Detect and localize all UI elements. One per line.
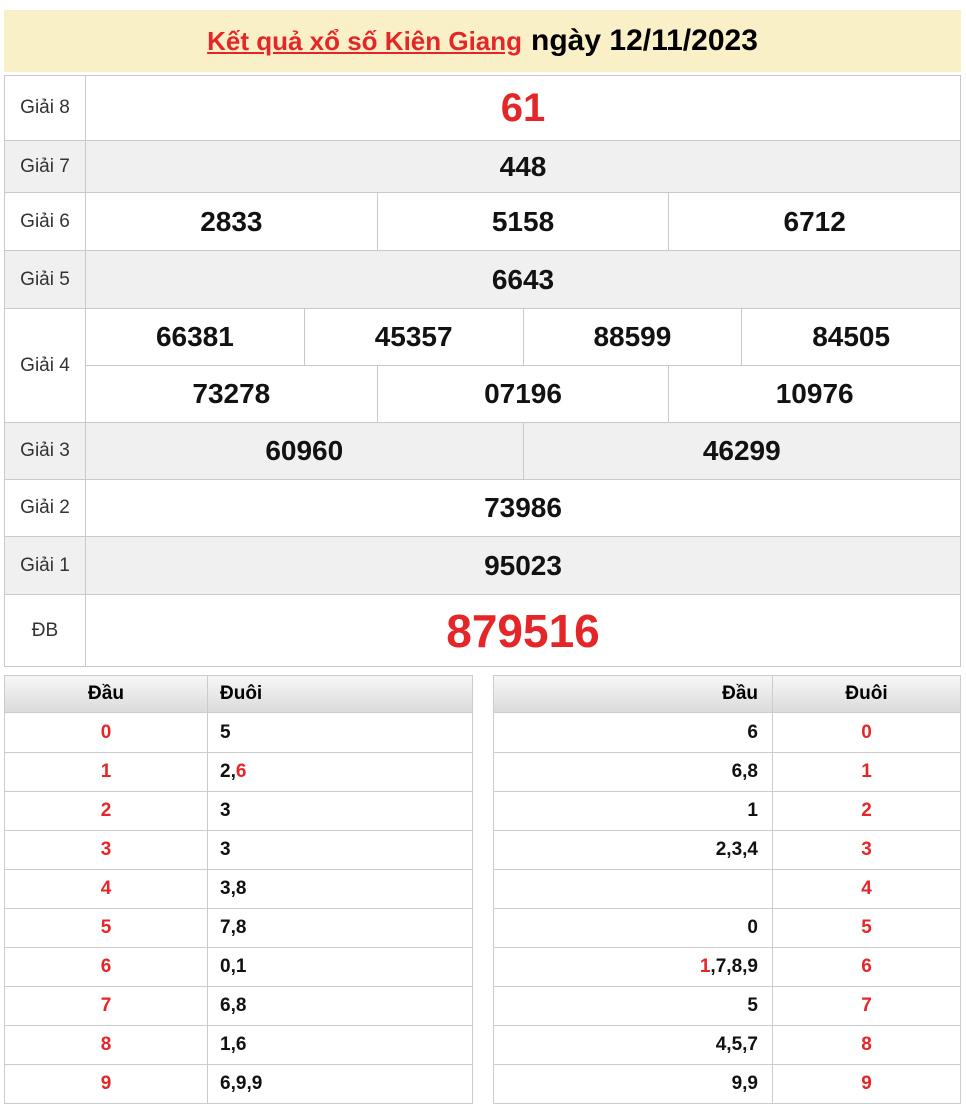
prize-number: 84505 <box>741 309 960 365</box>
prize-table <box>4 75 961 667</box>
prize-label: Giải 2 <box>5 480 86 536</box>
head-tail-row <box>5 908 472 947</box>
prize-number: 6643 <box>491 263 555 295</box>
tail-digit: 8 <box>861 1034 872 1055</box>
head-tail-section <box>4 675 961 1104</box>
prize-values <box>86 423 960 479</box>
prize-number: 73278 <box>192 378 271 409</box>
tail-digits: 7 , 8 <box>220 917 247 938</box>
head-digits: 2 , 3 , 4 <box>494 831 773 869</box>
head-digit: 3 <box>5 831 208 869</box>
tail-digit: 9 <box>861 1073 872 1094</box>
prize-number: 10976 <box>668 366 960 422</box>
head-tail-row <box>494 986 960 1025</box>
prize-row <box>5 479 960 536</box>
column-header-dau: Đầu <box>494 676 773 712</box>
tail-digits: 0 , 1 <box>220 956 247 977</box>
prize-row <box>5 140 960 192</box>
head-tail-row <box>494 1064 960 1103</box>
prize-values <box>86 595 960 666</box>
head-tail-row <box>5 986 472 1025</box>
head-tail-row <box>494 752 960 791</box>
head-tail-left-header <box>5 676 472 713</box>
prize-values <box>86 76 960 140</box>
head-digits: 9 , 9 <box>494 1065 773 1103</box>
head-digits: 1 , 7 , 8 , 9 <box>494 948 773 986</box>
head-digit: 1 <box>5 753 208 791</box>
column-header-dau: Đầu <box>5 676 208 712</box>
head-tail-table-left <box>4 675 473 1104</box>
head-tail-row <box>5 791 472 830</box>
head-tail-right-header <box>494 676 960 713</box>
prize-row <box>5 422 960 479</box>
head-tail-row <box>5 947 472 986</box>
tail-digits: 3 , 8 <box>220 878 247 899</box>
prize-row <box>5 76 960 140</box>
head-tail-row <box>494 947 960 986</box>
prize-label: Giải 8 <box>5 76 86 140</box>
prize-label: ĐB <box>5 595 86 666</box>
head-tail-row <box>494 713 960 752</box>
prize-number: 95023 <box>484 549 562 581</box>
head-tail-row <box>5 869 472 908</box>
prize-line <box>86 365 960 422</box>
prize-line <box>86 76 960 140</box>
tail-digit: 5 <box>861 917 872 938</box>
tail-digits: 3 <box>220 839 231 860</box>
prize-label: Giải 6 <box>5 193 86 250</box>
prize-line <box>86 193 960 250</box>
tail-digit: 7 <box>861 995 872 1016</box>
head-digits: 0 <box>494 909 773 947</box>
head-digit: 6 <box>5 948 208 986</box>
prize-line <box>86 309 960 365</box>
prize-number: 88599 <box>523 309 742 365</box>
prize-number: 46299 <box>523 423 961 479</box>
prize-number: 879516 <box>446 604 600 657</box>
head-digits <box>494 870 773 908</box>
head-tail-row <box>5 830 472 869</box>
head-tail-row <box>5 1025 472 1064</box>
head-tail-row <box>5 752 472 791</box>
head-digits: 1 <box>494 792 773 830</box>
column-header-duoi: Đuôi <box>220 683 263 704</box>
draw-date: ngày 12/11/2023 <box>531 24 758 57</box>
prize-label: Giải 3 <box>5 423 86 479</box>
prize-values <box>86 141 960 192</box>
prize-label: Giải 7 <box>5 141 86 192</box>
prize-label: Giải 4 <box>5 309 86 422</box>
head-digit: 9 <box>5 1065 208 1103</box>
tail-digit: 3 <box>861 839 872 860</box>
head-digit: 7 <box>5 987 208 1025</box>
prize-label: Giải 5 <box>5 251 86 308</box>
prize-line <box>86 141 960 192</box>
page-header <box>4 10 961 72</box>
head-digit: 2 <box>5 792 208 830</box>
head-digit: 4 <box>5 870 208 908</box>
prize-row <box>5 192 960 250</box>
prize-values <box>86 480 960 536</box>
head-digits: 6 , 8 <box>494 753 773 791</box>
prize-values <box>86 193 960 250</box>
head-tail-row <box>494 1025 960 1064</box>
head-digits: 6 <box>494 713 773 752</box>
prize-number: 448 <box>499 150 547 182</box>
head-tail-row <box>494 908 960 947</box>
head-tail-row <box>494 830 960 869</box>
prize-number: 6712 <box>668 193 960 250</box>
tail-digit: 2 <box>861 800 872 821</box>
tail-digit: 4 <box>861 878 872 899</box>
head-tail-row <box>5 713 472 752</box>
prize-line <box>86 537 960 594</box>
prize-line <box>86 251 960 308</box>
tail-digits: 6 , 9 , 9 <box>220 1073 263 1094</box>
prize-number: 60960 <box>265 435 344 466</box>
tail-digit: 1 <box>861 761 872 782</box>
prize-line <box>86 480 960 536</box>
prize-number: 5158 <box>377 193 669 250</box>
prize-line <box>86 423 960 479</box>
prize-line <box>86 595 960 666</box>
prize-number: 61 <box>500 85 546 130</box>
head-tail-row <box>5 1064 472 1103</box>
lottery-title-link[interactable]: Kết quả xổ số Kiên Giang <box>207 25 523 56</box>
prize-values <box>86 251 960 308</box>
head-digits: 4 , 5 , 7 <box>494 1026 773 1064</box>
column-header-duoi: Đuôi <box>845 683 888 704</box>
prize-row <box>5 594 960 666</box>
tail-digits: 2 , 6 <box>220 761 247 782</box>
head-digit: 0 <box>5 713 208 752</box>
head-digits: 5 <box>494 987 773 1025</box>
head-digit: 8 <box>5 1026 208 1064</box>
prize-row <box>5 308 960 422</box>
prize-number: 66381 <box>155 321 234 352</box>
prize-number: 07196 <box>377 366 669 422</box>
tail-digit: 0 <box>861 721 872 743</box>
prize-values <box>86 537 960 594</box>
prize-number: 73986 <box>484 492 562 523</box>
prize-values <box>86 309 960 422</box>
tail-digit: 6 <box>861 956 872 977</box>
prize-label: Giải 1 <box>5 537 86 594</box>
prize-row <box>5 250 960 308</box>
tail-digits: 3 <box>220 800 231 821</box>
tail-digits: 6 , 8 <box>220 995 247 1016</box>
head-tail-row <box>494 869 960 908</box>
head-tail-row <box>494 791 960 830</box>
head-tail-left-body <box>5 713 472 1103</box>
head-digit: 5 <box>5 909 208 947</box>
prize-number: 45357 <box>304 309 523 365</box>
tail-digits: 5 <box>220 721 231 743</box>
prize-row <box>5 536 960 594</box>
head-tail-right-body <box>494 713 960 1103</box>
tail-digits: 1 , 6 <box>220 1034 247 1055</box>
head-tail-table-right <box>493 675 961 1104</box>
prize-number: 2833 <box>200 205 263 237</box>
